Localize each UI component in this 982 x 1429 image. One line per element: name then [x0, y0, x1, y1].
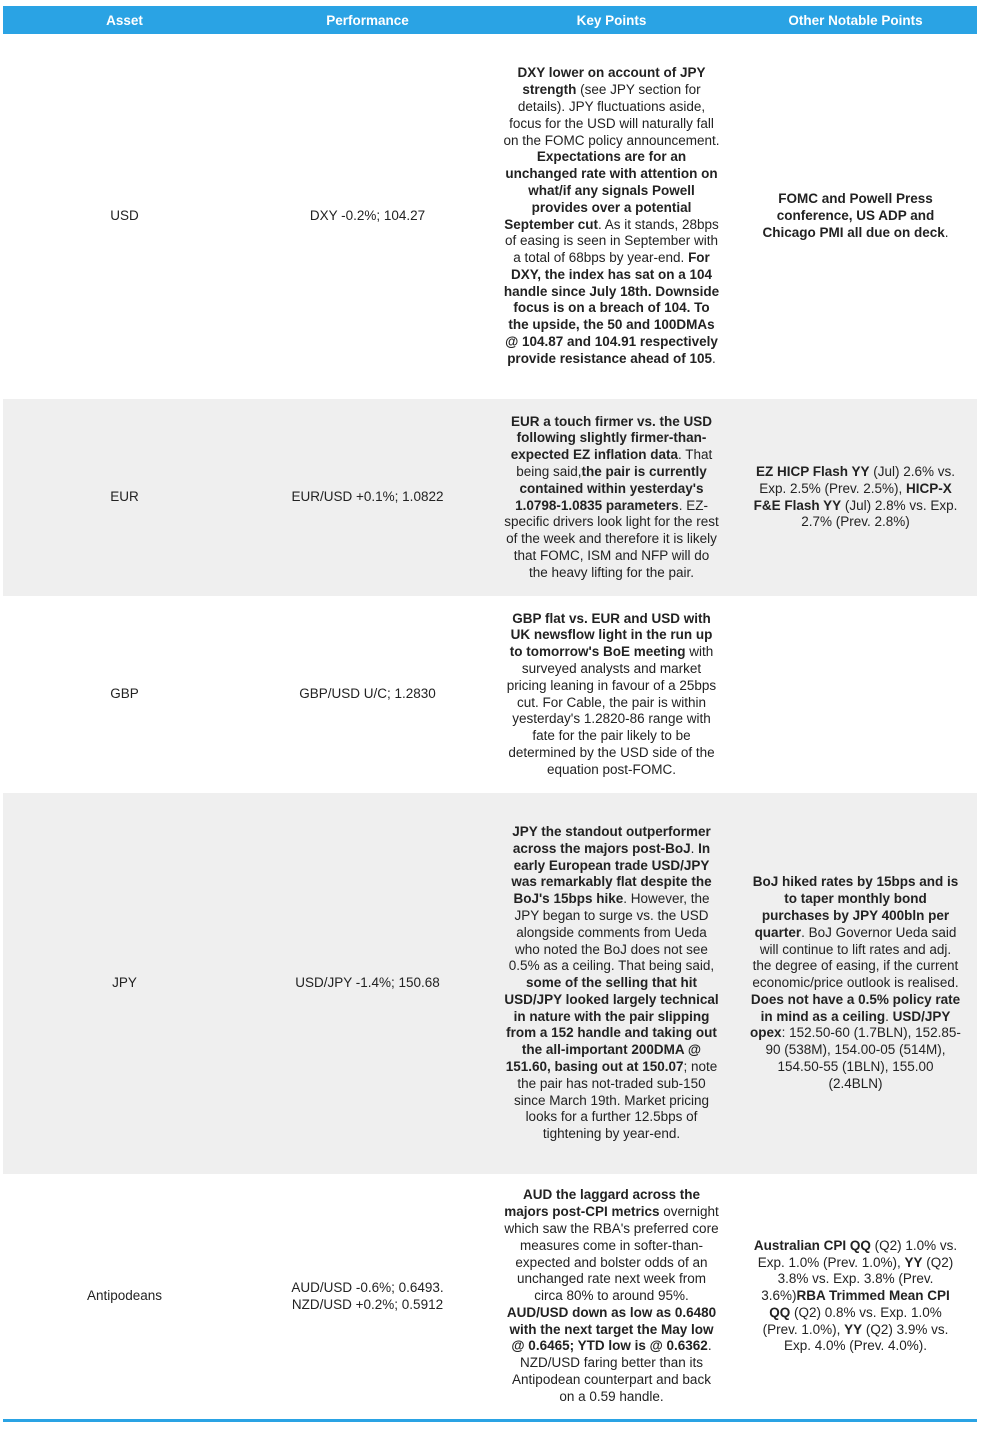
bold-text-segment: Australian CPI QQ: [753, 1237, 871, 1253]
text-segment: . BoJ Governor Ueda said will continue to lift rates and adj. the degree of easing, if the current economic/price outlook is realised.: [752, 924, 959, 991]
bold-text-segment: AUD/USD down as low as 0.6480 with the next target the May low @ 0.6465; YTD low is @ 0.6362: [506, 1304, 717, 1354]
asset-cell: GBP: [110, 686, 139, 702]
key-points-cell: [489, 793, 734, 1174]
bold-text-segment: some of the selling that hit USD/JPY looked largely technical in nature with the pair slipping from a 152 handle and taking out the all-important 200DMA @ 151.60, basing out at 150.07: [504, 975, 719, 1075]
bold-text-segment: EZ HICP Flash YY: [755, 463, 870, 479]
performance-cell: USD/JPY -1.4%; 150.68: [295, 975, 440, 991]
table-row-antipodeans: [3, 1174, 977, 1419]
bold-text-segment: Does not have a 0.5% policy rate in mind as a ceiling: [750, 991, 961, 1024]
text-segment: (Q2) 1.0% vs. Exp. 1.0% (Prev. 1.0%),: [757, 1237, 958, 1270]
asset-cell: JPY: [112, 975, 137, 991]
text-segment: (Jul) 2.6% vs. Exp. 2.5% (Prev. 2.5%),: [759, 463, 956, 496]
bold-text-segment: USD/JPY opex: [750, 1008, 951, 1041]
other-notable-cell: [734, 596, 977, 793]
bold-text-segment: FOMC and Powell Press conference, US ADP and Chicago PMI all due on deck: [762, 191, 945, 240]
table-row-gbp: [3, 596, 977, 793]
bold-text-segment: HICP-X F&E Flash YY: [753, 480, 952, 513]
text-segment: . However, the JPY began to surge vs. the USD alongside comments from Ueda who noted the BoJ does not see 0.5% as a ceiling. That being said,: [508, 891, 715, 974]
text-segment: . That being said,: [516, 447, 713, 479]
table-row-jpy: [3, 793, 977, 1174]
key-points-cell: [489, 34, 734, 399]
text-segment: (see JPY section for details). JPY fluctuations aside, focus for the USD will naturally fall on the FOMC policy announcement.: [503, 82, 720, 148]
bold-text-segment: DXY lower on account of JPY strength: [517, 65, 706, 98]
text-segment: (Jul) 2.8% vs. Exp. 2.7% (Prev. 2.8%): [801, 497, 958, 530]
text-segment: . EZ-specific drivers look light for the rest of the week and therefore it is likely that FOMC, ISM and NFP will do the heavy lifting for the pair.: [504, 497, 719, 580]
key-points-cell: [489, 1174, 734, 1419]
text-segment: ; note the pair has not-traded sub-150 since March 19th. Market pricing looks for a further 12.5bps of tightening by year-end.: [513, 1059, 718, 1142]
key-points-cell: [489, 399, 734, 596]
table-row-eur: [3, 399, 977, 596]
header-other-notable-points: Other Notable Points: [788, 12, 923, 28]
key-points-cell: [489, 596, 734, 793]
table-row-usd: [3, 34, 977, 399]
bold-text-segment: GBP flat vs. EUR and USD with UK newsflow light in the run up to tomorrow's BoE meeting: [509, 610, 713, 660]
fx-table: [3, 6, 977, 1419]
other-notable-cell: [734, 34, 977, 399]
text-segment: (Q2) 3.9% vs. Exp. 4.0% (Prev. 4.0%).: [783, 1321, 949, 1354]
other-notable-cell: [734, 1174, 977, 1419]
performance-cell: GBP/USD U/C; 1.2830: [299, 686, 436, 702]
bold-text-segment: In early European trade USD/JPY was remarkably flat despite the BoJ's 15bps hike: [511, 840, 712, 907]
text-segment: .: [690, 840, 699, 856]
text-segment: : 152.50-60 (1.7BLN), 152.85-90 (538M), 154.00-05 (514M), 154.50-55 (1BLN), 155.00 (2.4BLN): [765, 1025, 961, 1091]
bold-text-segment: YY: [904, 1254, 923, 1270]
text-segment: with surveyed analysts and market pricing leaning in favour of a 25bps cut. For Cable, the pair is within yesterday's 1.2820-86 range with fate for the pair likely to be determined by the USD side of the equation post-FOMC.: [506, 644, 717, 777]
asset-cell: USD: [110, 208, 139, 224]
bold-text-segment: JPY the standout outperformer across the majors post-BoJ: [512, 823, 711, 856]
asset-cell: EUR: [110, 489, 139, 505]
bold-text-segment: EUR a touch firmer vs. the USD following slightly firmer-than-expected EZ inflation data: [510, 413, 713, 463]
header-asset: Asset: [106, 12, 143, 28]
text-segment: . NZD/USD faring better than its Antipodean counterpart and back on a 0.59 handle.: [512, 1338, 712, 1404]
bold-text-segment: AUD the laggard across the majors post-CPI metrics: [504, 1187, 701, 1220]
performance-cell: DXY -0.2%; 104.27: [309, 208, 426, 224]
other-notable-cell: [734, 793, 977, 1174]
text-segment: (Q2) 0.8% vs. Exp. 1.0% (Prev. 1.0%),: [762, 1304, 942, 1337]
bold-text-segment: YY: [844, 1321, 863, 1337]
text-segment: .: [712, 350, 716, 366]
text-segment: . As it stands, 28bps of easing is seen in September with a total of 68bps by year-end.: [504, 216, 719, 266]
text-segment: overnight which saw the RBA's preferred core measures come in softer-than-expected and bolster odds of an unchanged rate next week from circa 80% to around 95%.: [504, 1204, 719, 1304]
other-notable-cell: [734, 399, 977, 596]
text-segment: .: [944, 224, 949, 240]
bold-text-segment: For DXY, the index has sat on a 104 handle since July 18th. Downside focus is on a breach of 104. To the upside, the 50 and 100DMAs @ 104.87 and 104.91 respectively provide resistance ahead of 105: [503, 250, 720, 366]
text-segment: .: [885, 1008, 893, 1024]
text-segment: (Q2) 3.8% vs. Exp. 3.8% (Prev. 3.6%): [761, 1254, 954, 1304]
table-bottom-rule: [3, 1419, 977, 1422]
bold-text-segment: Expectations are for an unchanged rate with attention on what/if any signals Powell provides over a potential September cut: [504, 149, 718, 232]
table-header: [3, 6, 977, 34]
bold-text-segment: RBA Trimmed Mean CPI QQ: [769, 1288, 950, 1320]
bold-text-segment: BoJ hiked rates by 15bps and is to taper monthly bond purchases by JPY 400bln per quarter: [752, 874, 959, 940]
header-performance: Performance: [326, 12, 409, 28]
asset-cell: Antipodeans: [86, 1288, 163, 1304]
header-key-points: Key Points: [576, 12, 647, 28]
performance-cell: AUD/USD -0.6%; 0.6493. NZD/USD +0.2%; 0.5912: [291, 1279, 444, 1312]
performance-cell: EUR/USD +0.1%; 1.0822: [291, 489, 444, 505]
bold-text-segment: the pair is currently contained within yesterday's 1.0798-1.0835 parameters: [515, 463, 707, 513]
